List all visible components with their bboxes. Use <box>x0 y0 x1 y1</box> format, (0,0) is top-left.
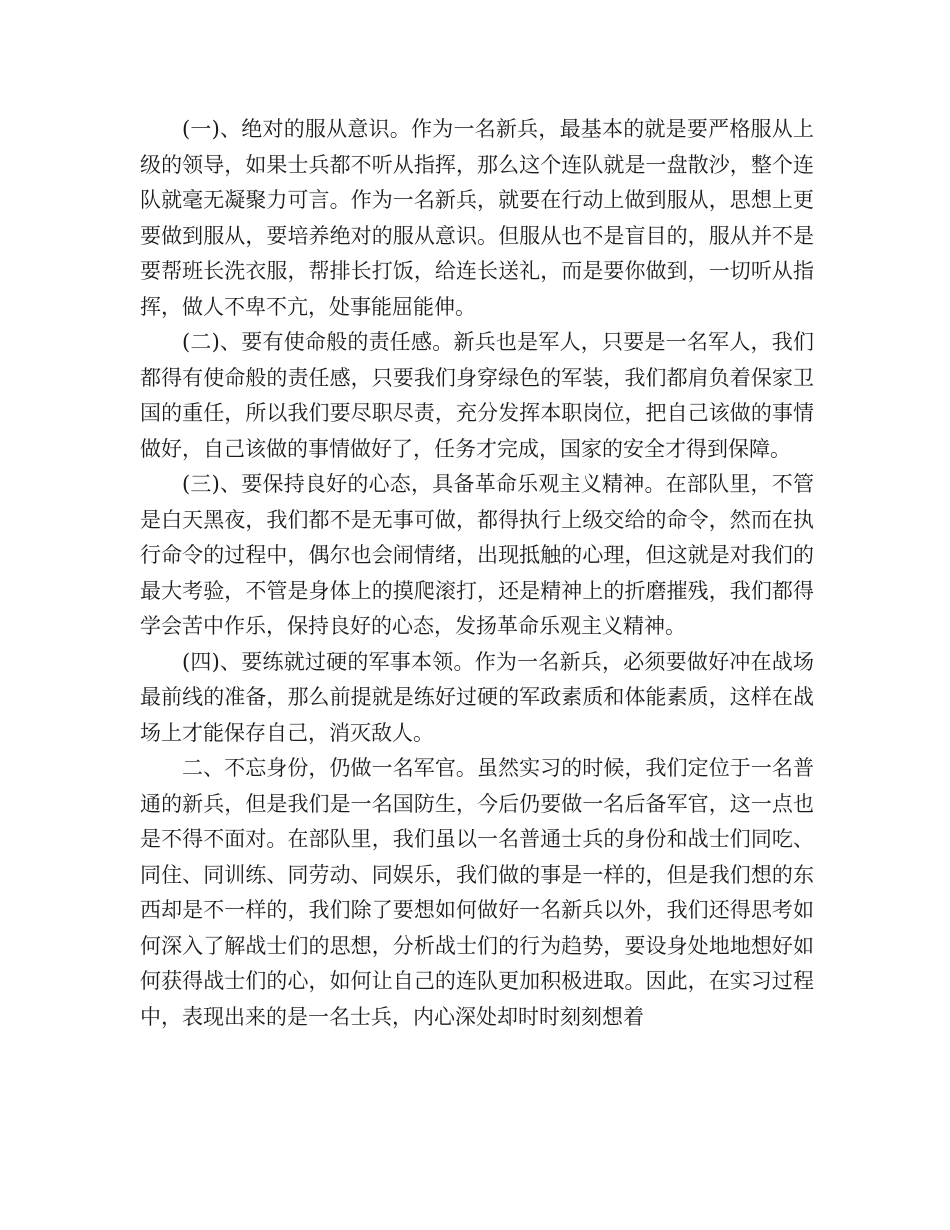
paragraph-officer-identity: 二、不忘身份，仍做一名军官。虽然实习的时候，我们定位于一名普通的新兵，但是我们是一名国防生，今后仍要做一名后备军官，这一点也是不得不面对。在部队里，我们虽以一名普通士兵的身份和战士们同吃、同住、同训练、同劳动、同娱乐，我们做的事是一样的，但是我们想的东西却是不一样的，我们除了要想如何做好一名新兵以外，我们还得思考如何深入了解战士们的思想，分析战士们的行为趋势，要设身处地地想好如何获得战士们的心，如何让自己的连队更加积极进取。因此，在实习过程中，表现出来的是一名士兵，内心深处却时时刻刻想着 <box>140 756 814 1029</box>
paragraph-obedience: (一)、绝对的服从意识。作为一名新兵，最基本的就是要严格服从上级的领导，如果士兵都不听从指挥，那么这个连队就是一盘散沙，整个连队就毫无凝聚力可言。作为一名新兵，就要在行动上做到服从，思想上更要做到服从，要培养绝对的服从意识。但服从也不是盲目的，服从并不是要帮班长洗衣服，帮排长打饭，给连长送礼，而是要你做到，一切听从指挥，做人不卑不亢，处事能屈能伸。 <box>140 117 814 319</box>
paragraph-military-skills: (四)、要练就过硬的军事本领。作为一名新兵，必须要做好冲在战场最前线的准备，那么前提就是练好过硬的军政素质和体能素质，这样在战场上才能保存自己，消灭敌人。 <box>140 649 814 745</box>
paragraph-responsibility: (二)、要有使命般的责任感。新兵也是军人，只要是一名军人，我们都得有使命般的责任感，只要我们身穿绿色的军装，我们都肩负着保家卫国的重任，所以我们要尽职尽责，充分发挥本职岗位，把自己该做的事情做好，自己该做的事情做好了，任务才完成，国家的安全才得到保障。 <box>140 330 814 461</box>
paragraph-mindset: (三)、要保持良好的心态，具备革命乐观主义精神。在部队里，不管是白天黑夜，我们都不是无事可做，都得执行上级交给的命令，然而在执行命令的过程中，偶尔也会闹情绪，出现抵触的心理，但这就是对我们的最大考验，不管是身体上的摸爬滚打，还是精神上的折磨摧残，我们都得学会苦中作乐，保持良好的心态，发扬革命乐观主义精神。 <box>140 472 814 638</box>
document-body <box>140 112 814 1035</box>
